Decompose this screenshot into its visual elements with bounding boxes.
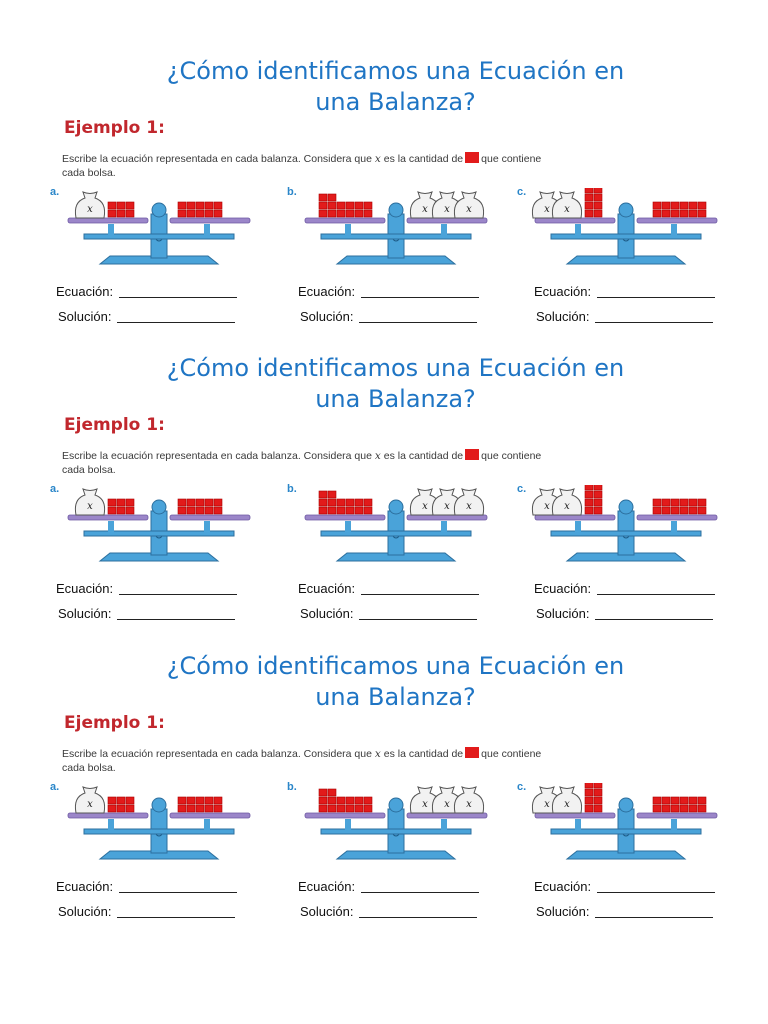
unit-block	[594, 805, 602, 812]
unit-block	[108, 202, 116, 209]
unit-block	[680, 202, 688, 209]
unit-block	[328, 507, 336, 514]
exercise-letter: c.	[517, 781, 527, 793]
instruction-text: Escribe la ecuación representada en cada balanza. Considera que x es la cantidad de que contiene cada bolsa.	[62, 748, 542, 774]
money-bag-icon	[552, 489, 581, 515]
unit-block	[662, 202, 670, 209]
unit-block	[205, 499, 213, 506]
unit-block	[337, 507, 345, 514]
unit-block	[205, 805, 213, 812]
svg-text:x: x	[544, 204, 550, 215]
unit-block	[117, 507, 125, 514]
unit-block	[214, 805, 222, 812]
money-bag-icon	[552, 787, 581, 813]
unit-block	[698, 805, 706, 812]
unit-block	[117, 797, 125, 804]
money-bag-icon	[454, 489, 483, 515]
unit-block	[328, 491, 336, 498]
unit-block	[594, 210, 602, 217]
unit-block	[662, 805, 670, 812]
red-square-icon	[465, 152, 479, 163]
unit-block	[680, 499, 688, 506]
answer-line[interactable]	[361, 297, 479, 298]
svg-text:x: x	[87, 204, 93, 215]
unit-block	[346, 499, 354, 506]
solution-field-c[interactable]: Solución:	[536, 309, 713, 324]
solution-field-a[interactable]: Solución:	[58, 904, 235, 919]
solution-field-a[interactable]: Solución:	[58, 606, 235, 621]
unit-block	[689, 805, 697, 812]
instruction-text: Escribe la ecuación representada en cada balanza. Considera que x es la cantidad de que contiene cada bolsa.	[62, 450, 542, 476]
unit-block	[689, 797, 697, 804]
unit-block	[355, 499, 363, 506]
solution-field-b[interactable]: Solución:	[300, 309, 477, 324]
solution-field-a[interactable]: Solución:	[58, 309, 235, 324]
svg-text:x: x	[422, 799, 428, 810]
unit-block	[178, 499, 186, 506]
unit-block	[126, 210, 134, 217]
unit-block	[585, 485, 593, 490]
unit-block	[319, 499, 327, 506]
unit-block	[585, 188, 593, 193]
unit-block	[319, 797, 327, 804]
unit-block	[319, 507, 327, 514]
unit-block	[346, 202, 354, 209]
exercise-b	[285, 188, 510, 268]
unit-block	[108, 499, 116, 506]
balance-scale-icon	[48, 188, 273, 268]
unit-block	[585, 789, 593, 796]
unit-block	[585, 499, 593, 506]
equation-field-c[interactable]: Ecuación:	[534, 581, 715, 596]
svg-text:x: x	[466, 204, 472, 215]
unit-block	[214, 202, 222, 209]
unit-block	[319, 789, 327, 796]
unit-block	[364, 805, 372, 812]
unit-block	[126, 507, 134, 514]
answer-line[interactable]	[119, 297, 237, 298]
unit-block	[355, 507, 363, 514]
unit-block	[319, 194, 327, 201]
unit-block	[196, 202, 204, 209]
unit-block	[205, 797, 213, 804]
unit-block	[178, 210, 186, 217]
unit-block	[671, 507, 679, 514]
unit-block	[662, 797, 670, 804]
unit-block	[187, 202, 195, 209]
answer-line[interactable]	[117, 619, 235, 620]
unit-block	[653, 202, 661, 209]
unit-block	[108, 210, 116, 217]
svg-text:x: x	[564, 501, 570, 512]
unit-block	[594, 507, 602, 514]
unit-block	[178, 507, 186, 514]
unit-block	[319, 491, 327, 498]
unit-block	[196, 499, 204, 506]
unit-block	[319, 202, 327, 209]
equation-field-a[interactable]: Ecuación:	[56, 879, 237, 894]
exercise-letter: c.	[517, 186, 527, 198]
exercise-b	[285, 783, 510, 863]
solution-field-c[interactable]: Solución:	[536, 904, 713, 919]
unit-block	[108, 805, 116, 812]
title-line-2: una Balanza?	[315, 385, 476, 413]
instruction-text: Escribe la ecuación representada en cada balanza. Considera que x es la cantidad de que contiene cada bolsa.	[62, 153, 542, 179]
unit-block	[594, 194, 602, 201]
money-bag-icon	[552, 192, 581, 218]
svg-text:x: x	[564, 799, 570, 810]
unit-block	[126, 499, 134, 506]
equation-field-c[interactable]: Ecuación:	[534, 284, 715, 299]
balance-scale-icon	[48, 783, 273, 863]
exercise-letter: b.	[287, 186, 297, 198]
unit-block	[178, 202, 186, 209]
unit-block	[698, 499, 706, 506]
unit-block	[214, 210, 222, 217]
exercise-letter: a.	[50, 483, 60, 495]
answer-line[interactable]	[595, 619, 713, 620]
unit-block	[689, 210, 697, 217]
unit-block	[355, 805, 363, 812]
unit-block	[594, 797, 602, 804]
answer-line[interactable]	[119, 892, 237, 893]
title-line-2: una Balanza?	[315, 88, 476, 116]
money-bag-icon	[75, 489, 104, 515]
exercise-a	[48, 485, 273, 565]
solution-field-c[interactable]: Solución:	[536, 606, 713, 621]
unit-block	[126, 805, 134, 812]
unit-block	[585, 797, 593, 804]
svg-text:x: x	[544, 799, 550, 810]
unit-block	[364, 507, 372, 514]
unit-block	[585, 805, 593, 812]
svg-text:x: x	[466, 501, 472, 512]
worksheet-panel	[48, 643, 743, 928]
title-line-1: ¿Cómo identificamos una Ecuación en	[166, 57, 625, 85]
unit-block	[653, 805, 661, 812]
answer-line[interactable]	[361, 594, 479, 595]
unit-block	[187, 507, 195, 514]
unit-block	[214, 499, 222, 506]
page-title	[48, 353, 743, 415]
equation-field-a[interactable]: Ecuación:	[56, 284, 237, 299]
answer-line[interactable]	[359, 619, 477, 620]
unit-block	[196, 210, 204, 217]
unit-block	[328, 499, 336, 506]
unit-block	[698, 797, 706, 804]
balance-scale-icon	[515, 783, 740, 863]
svg-text:x: x	[444, 799, 450, 810]
unit-block	[108, 797, 116, 804]
unit-block	[355, 210, 363, 217]
answer-line[interactable]	[359, 917, 477, 918]
unit-block	[328, 789, 336, 796]
money-bag-icon	[454, 192, 483, 218]
equation-field-b[interactable]: Ecuación:	[298, 581, 479, 596]
title-line-1: ¿Cómo identificamos una Ecuación en	[166, 652, 625, 680]
unit-block	[337, 805, 345, 812]
answer-line[interactable]	[597, 594, 715, 595]
equation-field-c[interactable]: Ecuación:	[534, 879, 715, 894]
unit-block	[328, 202, 336, 209]
svg-text:x: x	[87, 799, 93, 810]
exercise-c	[515, 485, 740, 565]
unit-block	[319, 805, 327, 812]
unit-block	[319, 210, 327, 217]
balance-scale-icon	[515, 485, 740, 565]
unit-block	[662, 210, 670, 217]
unit-block	[337, 499, 345, 506]
unit-block	[196, 797, 204, 804]
page-title	[48, 56, 743, 118]
unit-block	[337, 202, 345, 209]
unit-block	[662, 499, 670, 506]
page-title	[48, 651, 743, 713]
unit-block	[187, 499, 195, 506]
unit-block	[126, 202, 134, 209]
worksheet-panel	[48, 345, 743, 630]
unit-block	[671, 805, 679, 812]
unit-block	[364, 797, 372, 804]
answer-line[interactable]	[595, 322, 713, 323]
unit-block	[585, 194, 593, 201]
exercise-letter: c.	[517, 483, 527, 495]
exercise-letter: a.	[50, 186, 60, 198]
balance-scale-icon	[48, 485, 273, 565]
unit-block	[346, 210, 354, 217]
unit-block	[126, 797, 134, 804]
balance-scale-icon	[285, 485, 510, 565]
unit-block	[328, 805, 336, 812]
money-bag-icon	[75, 192, 104, 218]
exercise-letter: b.	[287, 483, 297, 495]
unit-block	[355, 202, 363, 209]
exercise-letter: b.	[287, 781, 297, 793]
unit-block	[662, 507, 670, 514]
unit-block	[689, 507, 697, 514]
unit-block	[585, 210, 593, 217]
unit-block	[205, 210, 213, 217]
unit-block	[205, 202, 213, 209]
answer-line[interactable]	[361, 892, 479, 893]
unit-block	[585, 783, 593, 788]
unit-block	[355, 797, 363, 804]
unit-block	[328, 194, 336, 201]
unit-block	[689, 499, 697, 506]
exercise-a	[48, 783, 273, 863]
unit-block	[671, 797, 679, 804]
unit-block	[364, 499, 372, 506]
unit-block	[653, 797, 661, 804]
solution-field-b[interactable]: Solución:	[300, 904, 477, 919]
unit-block	[117, 499, 125, 506]
title-line-1: ¿Cómo identificamos una Ecuación en	[166, 354, 625, 382]
exercise-c	[515, 783, 740, 863]
unit-block	[187, 210, 195, 217]
unit-block	[594, 491, 602, 498]
money-bag-icon	[454, 787, 483, 813]
red-square-icon	[465, 747, 479, 758]
money-bag-icon	[75, 787, 104, 813]
balance-scale-icon	[515, 188, 740, 268]
unit-block	[594, 202, 602, 209]
exercise-b	[285, 485, 510, 565]
unit-block	[698, 210, 706, 217]
unit-block	[337, 210, 345, 217]
equation-field-b[interactable]: Ecuación:	[298, 879, 479, 894]
unit-block	[698, 507, 706, 514]
unit-block	[671, 202, 679, 209]
unit-block	[117, 805, 125, 812]
unit-block	[653, 499, 661, 506]
svg-text:x: x	[466, 799, 472, 810]
equation-field-a[interactable]: Ecuación:	[56, 581, 237, 596]
unit-block	[653, 507, 661, 514]
unit-block	[585, 491, 593, 498]
unit-block	[196, 507, 204, 514]
unit-block	[346, 805, 354, 812]
unit-block	[117, 210, 125, 217]
unit-block	[364, 202, 372, 209]
unit-block	[585, 202, 593, 209]
unit-block	[117, 202, 125, 209]
unit-block	[698, 202, 706, 209]
svg-text:x: x	[422, 501, 428, 512]
unit-block	[594, 188, 602, 193]
unit-block	[680, 805, 688, 812]
unit-block	[671, 210, 679, 217]
unit-block	[594, 783, 602, 788]
unit-block	[214, 797, 222, 804]
exercise-letter: a.	[50, 781, 60, 793]
unit-block	[187, 805, 195, 812]
unit-block	[680, 507, 688, 514]
worksheet-panel	[48, 48, 743, 333]
example-heading: Ejemplo 1:	[64, 415, 165, 435]
red-square-icon	[465, 449, 479, 460]
answer-line[interactable]	[595, 917, 713, 918]
svg-text:x: x	[444, 501, 450, 512]
unit-block	[689, 202, 697, 209]
unit-block	[671, 499, 679, 506]
unit-block	[196, 805, 204, 812]
answer-line[interactable]	[119, 594, 237, 595]
unit-block	[653, 210, 661, 217]
svg-text:x: x	[87, 501, 93, 512]
unit-block	[346, 797, 354, 804]
exercise-c	[515, 188, 740, 268]
answer-line[interactable]	[597, 297, 715, 298]
example-heading: Ejemplo 1:	[64, 118, 165, 138]
svg-text:x: x	[564, 204, 570, 215]
equation-field-b[interactable]: Ecuación:	[298, 284, 479, 299]
unit-block	[214, 507, 222, 514]
unit-block	[187, 797, 195, 804]
unit-block	[328, 210, 336, 217]
balance-scale-icon	[285, 188, 510, 268]
unit-block	[594, 789, 602, 796]
svg-text:x: x	[544, 501, 550, 512]
unit-block	[585, 507, 593, 514]
balance-scale-icon	[285, 783, 510, 863]
unit-block	[594, 485, 602, 490]
unit-block	[680, 210, 688, 217]
unit-block	[205, 507, 213, 514]
svg-text:x: x	[444, 204, 450, 215]
unit-block	[346, 507, 354, 514]
unit-block	[364, 210, 372, 217]
answer-line[interactable]	[359, 322, 477, 323]
unit-block	[108, 507, 116, 514]
svg-text:x: x	[422, 204, 428, 215]
unit-block	[680, 797, 688, 804]
unit-block	[178, 805, 186, 812]
answer-line[interactable]	[117, 322, 235, 323]
unit-block	[328, 797, 336, 804]
solution-field-b[interactable]: Solución:	[300, 606, 477, 621]
example-heading: Ejemplo 1:	[64, 713, 165, 733]
unit-block	[337, 797, 345, 804]
unit-block	[594, 499, 602, 506]
answer-line[interactable]	[597, 892, 715, 893]
title-line-2: una Balanza?	[315, 683, 476, 711]
unit-block	[178, 797, 186, 804]
exercise-a	[48, 188, 273, 268]
answer-line[interactable]	[117, 917, 235, 918]
